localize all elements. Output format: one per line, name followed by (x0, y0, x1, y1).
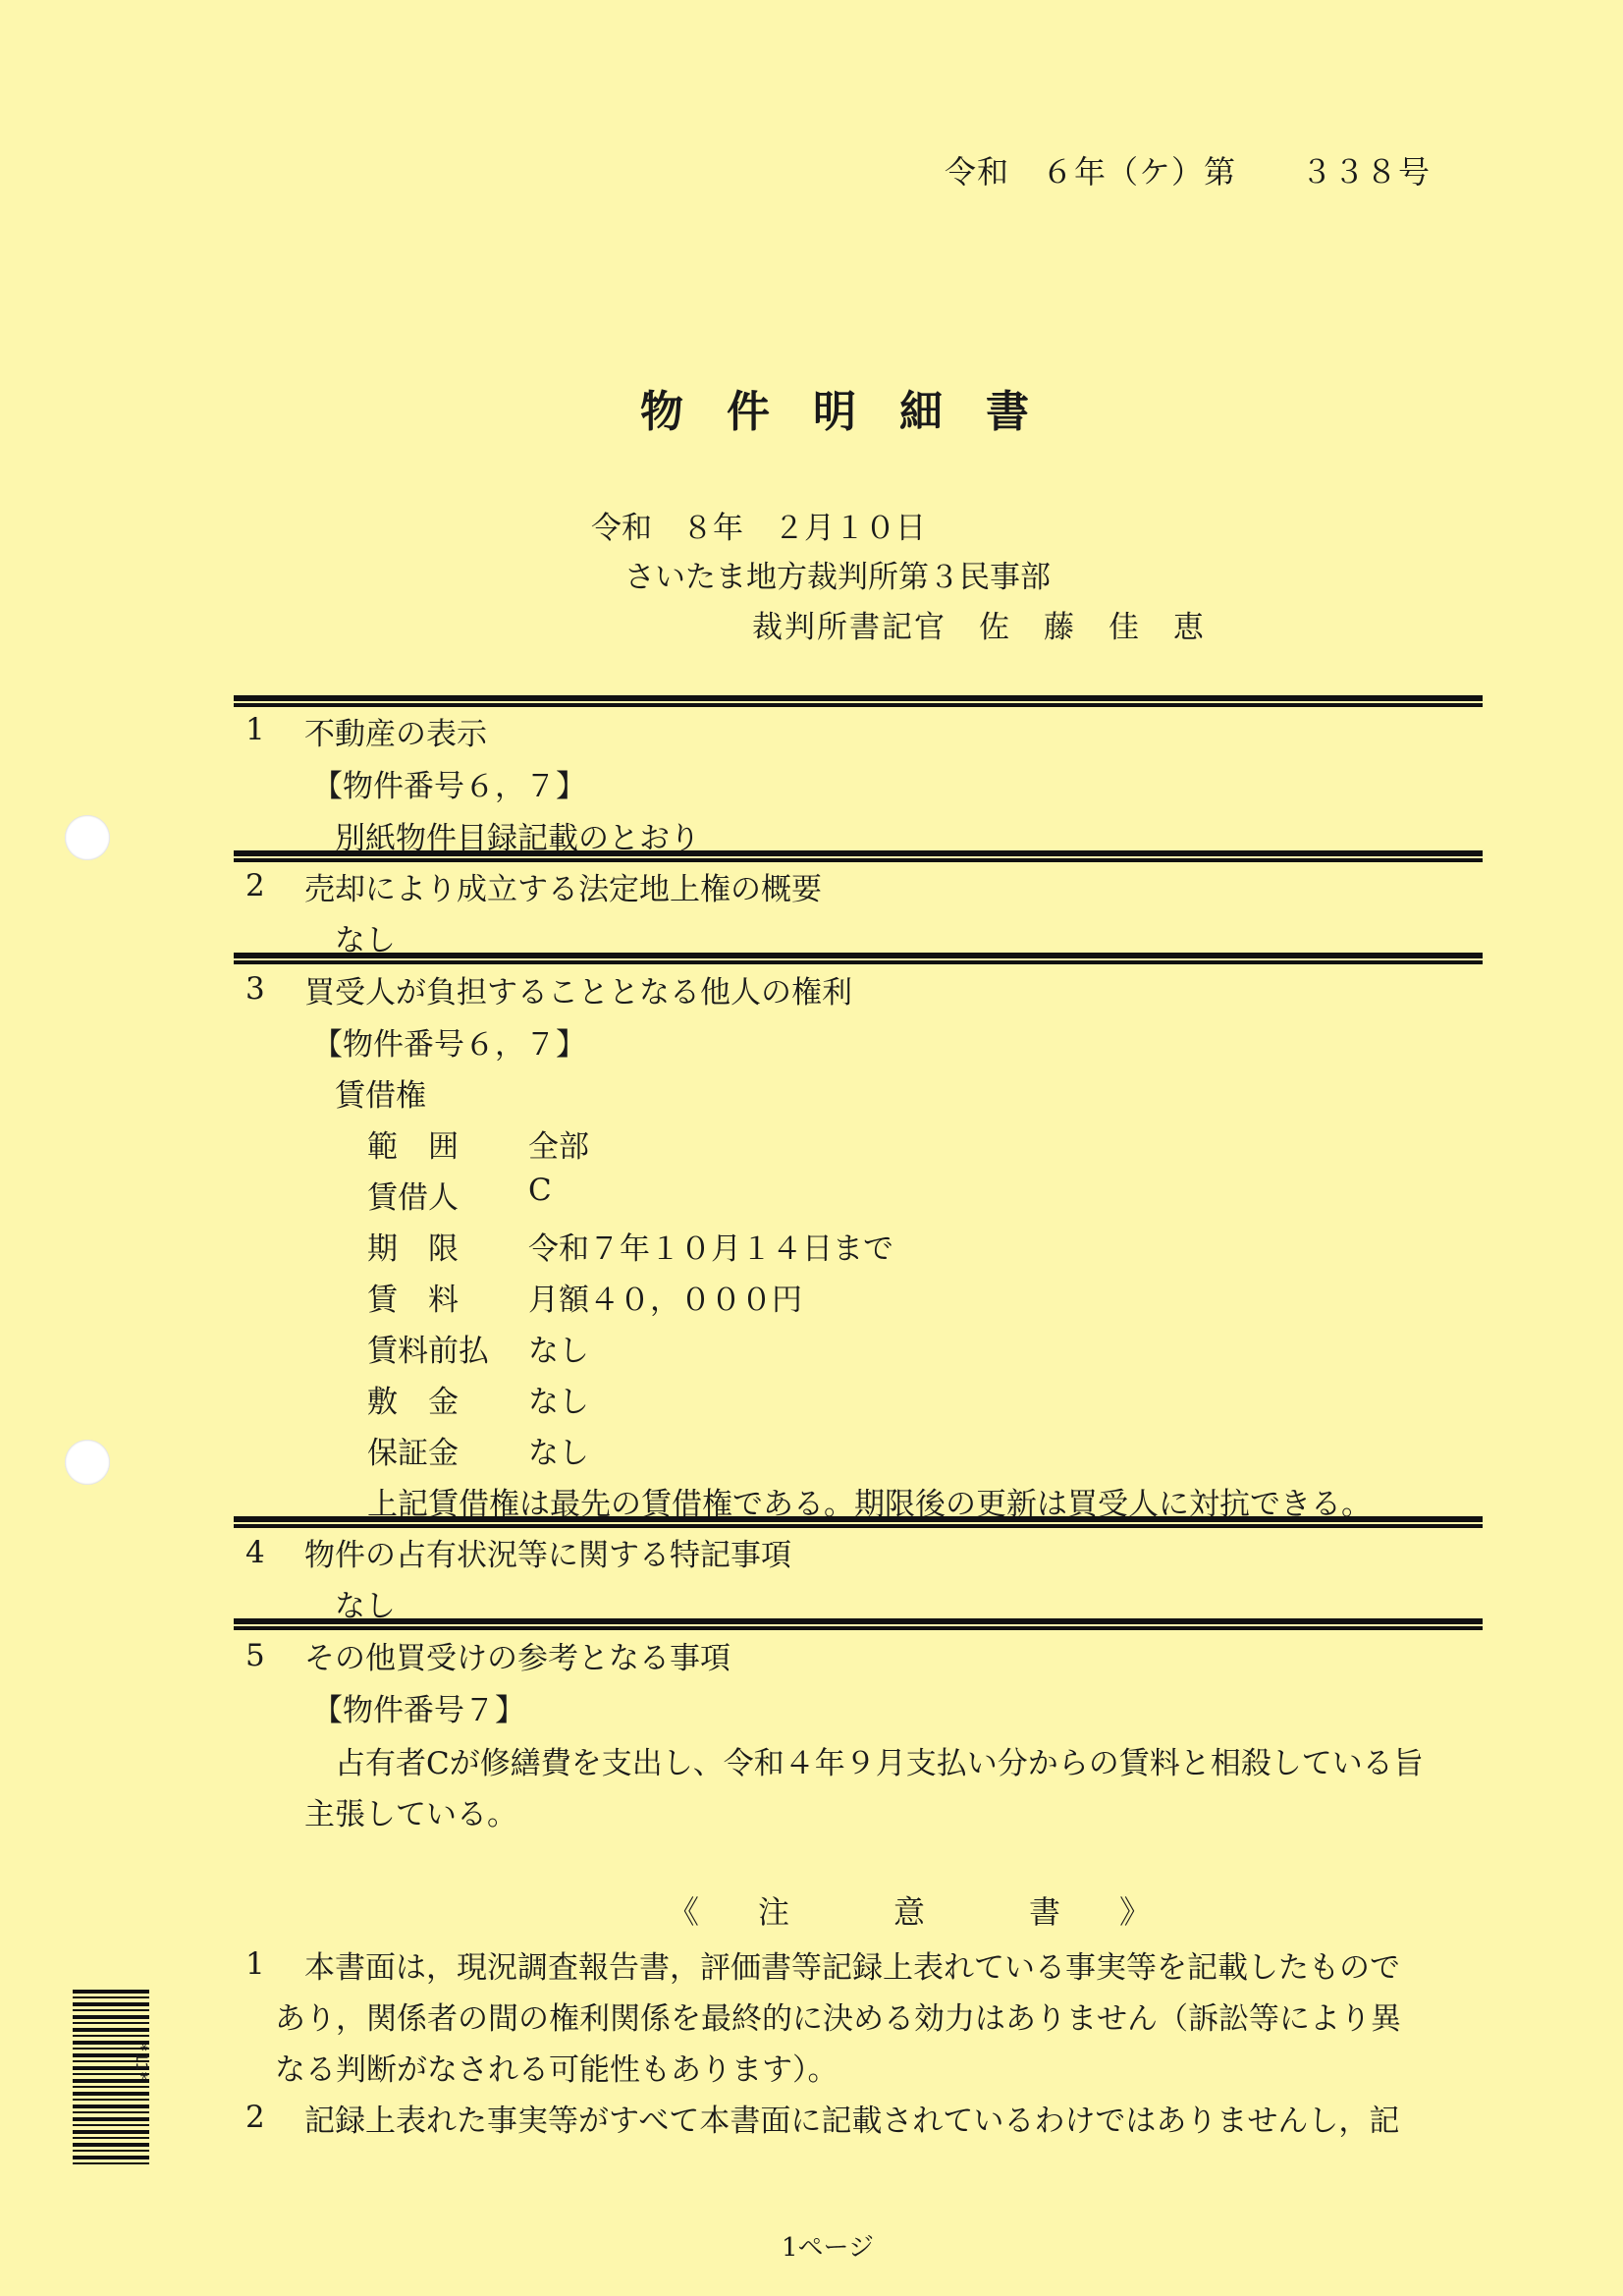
section-divider (234, 1618, 1483, 1630)
binder-hole-top (65, 815, 110, 860)
notice-item-text: 本書面は，現況調査報告書，評価書等記録上表れている事実等を記載したもので (304, 1950, 1400, 1986)
lease-row-value: なし (528, 1436, 589, 1471)
section-divider (234, 1516, 1483, 1528)
notice-item-number: 1 (245, 1946, 265, 1982)
section-1-content: 別紙物件目録記載のとおり (335, 821, 700, 856)
section-4-number: 4 (245, 1535, 265, 1570)
document-title: 物件明細書 (640, 387, 1072, 437)
section-divider (234, 695, 1483, 707)
section-5-content: 主張している。 (304, 1797, 517, 1832)
notice-item-text: あり，関係者の間の権利関係を最終的に決める効力はありません（訴訟等により異 (275, 2001, 1401, 2037)
lease-row-value: なし (528, 1385, 589, 1420)
lease-row-value: 令和７年１０月１４日まで (528, 1231, 893, 1267)
section-1-heading: 不動産の表示 (304, 717, 487, 752)
section-divider (234, 850, 1483, 862)
section-divider (234, 953, 1483, 964)
section-2-number: 2 (245, 868, 265, 903)
section-3-note: 上記賃借権は最先の賃借権である。期限後の更新は買受人に対抗できる。 (367, 1487, 1372, 1522)
section-2-content: なし (335, 923, 396, 958)
section-4-heading: 物件の占有状況等に関する特記事項 (304, 1538, 791, 1573)
section-3-number: 3 (245, 971, 265, 1007)
page-number: 1ページ (782, 2233, 875, 2263)
binder-hole-bottom (65, 1440, 110, 1485)
notice-item-text: なる判断がなされる可能性もあります）。 (275, 2052, 839, 2088)
section-4-content: なし (335, 1589, 396, 1624)
notice-title: 《 注 意 書 》 (668, 1893, 1165, 1931)
lease-row-value: C (528, 1173, 552, 1208)
lease-row-value: なし (528, 1334, 589, 1369)
section-1-property: 【物件番号６，７】 (312, 769, 586, 804)
clerk-name: 裁判所書記官 佐 藤 佳 恵 (752, 610, 1206, 645)
lease-row-label: 賃 料 (367, 1283, 459, 1318)
section-5-heading: その他買受けの参考となる事項 (304, 1641, 730, 1676)
lease-row-label: 範 囲 (367, 1129, 459, 1165)
section-5-content: 占有者Cが修繕費を支出し、令和４年９月支払い分からの賃料と相殺している旨 (335, 1746, 1424, 1781)
notice-item-text: 記録上表れた事実等がすべて本書面に記載されているわけではありませんし，記 (304, 2104, 1400, 2139)
barcode-label: *11* (133, 2043, 151, 2081)
section-5-number: 5 (245, 1638, 265, 1673)
lease-row-label: 敷 金 (367, 1385, 459, 1420)
section-3-right-type: 賃借権 (335, 1078, 426, 1114)
lease-row-value: 全部 (528, 1129, 589, 1165)
lease-row-value: 月額４０，０００円 (528, 1283, 802, 1318)
section-5-property: 【物件番号７】 (312, 1693, 525, 1728)
case-number: 令和 ６年（ケ）第 ３３８号 (945, 153, 1432, 191)
notice-item-number: 2 (245, 2100, 265, 2135)
section-3-heading: 買受人が負担することとなる他人の権利 (304, 975, 852, 1011)
issue-date: 令和 ８年 ２月１０日 (591, 511, 926, 546)
lease-row-label: 賃料前払 (367, 1334, 489, 1369)
section-1-number: 1 (245, 712, 265, 747)
lease-row-label: 期 限 (367, 1231, 459, 1267)
court-name: さいたま地方裁判所第３民事部 (624, 560, 1051, 595)
lease-row-label: 賃借人 (367, 1180, 459, 1216)
lease-row-label: 保証金 (367, 1436, 459, 1471)
section-2-heading: 売却により成立する法定地上権の概要 (304, 872, 822, 907)
section-3-property: 【物件番号６，７】 (312, 1027, 586, 1063)
